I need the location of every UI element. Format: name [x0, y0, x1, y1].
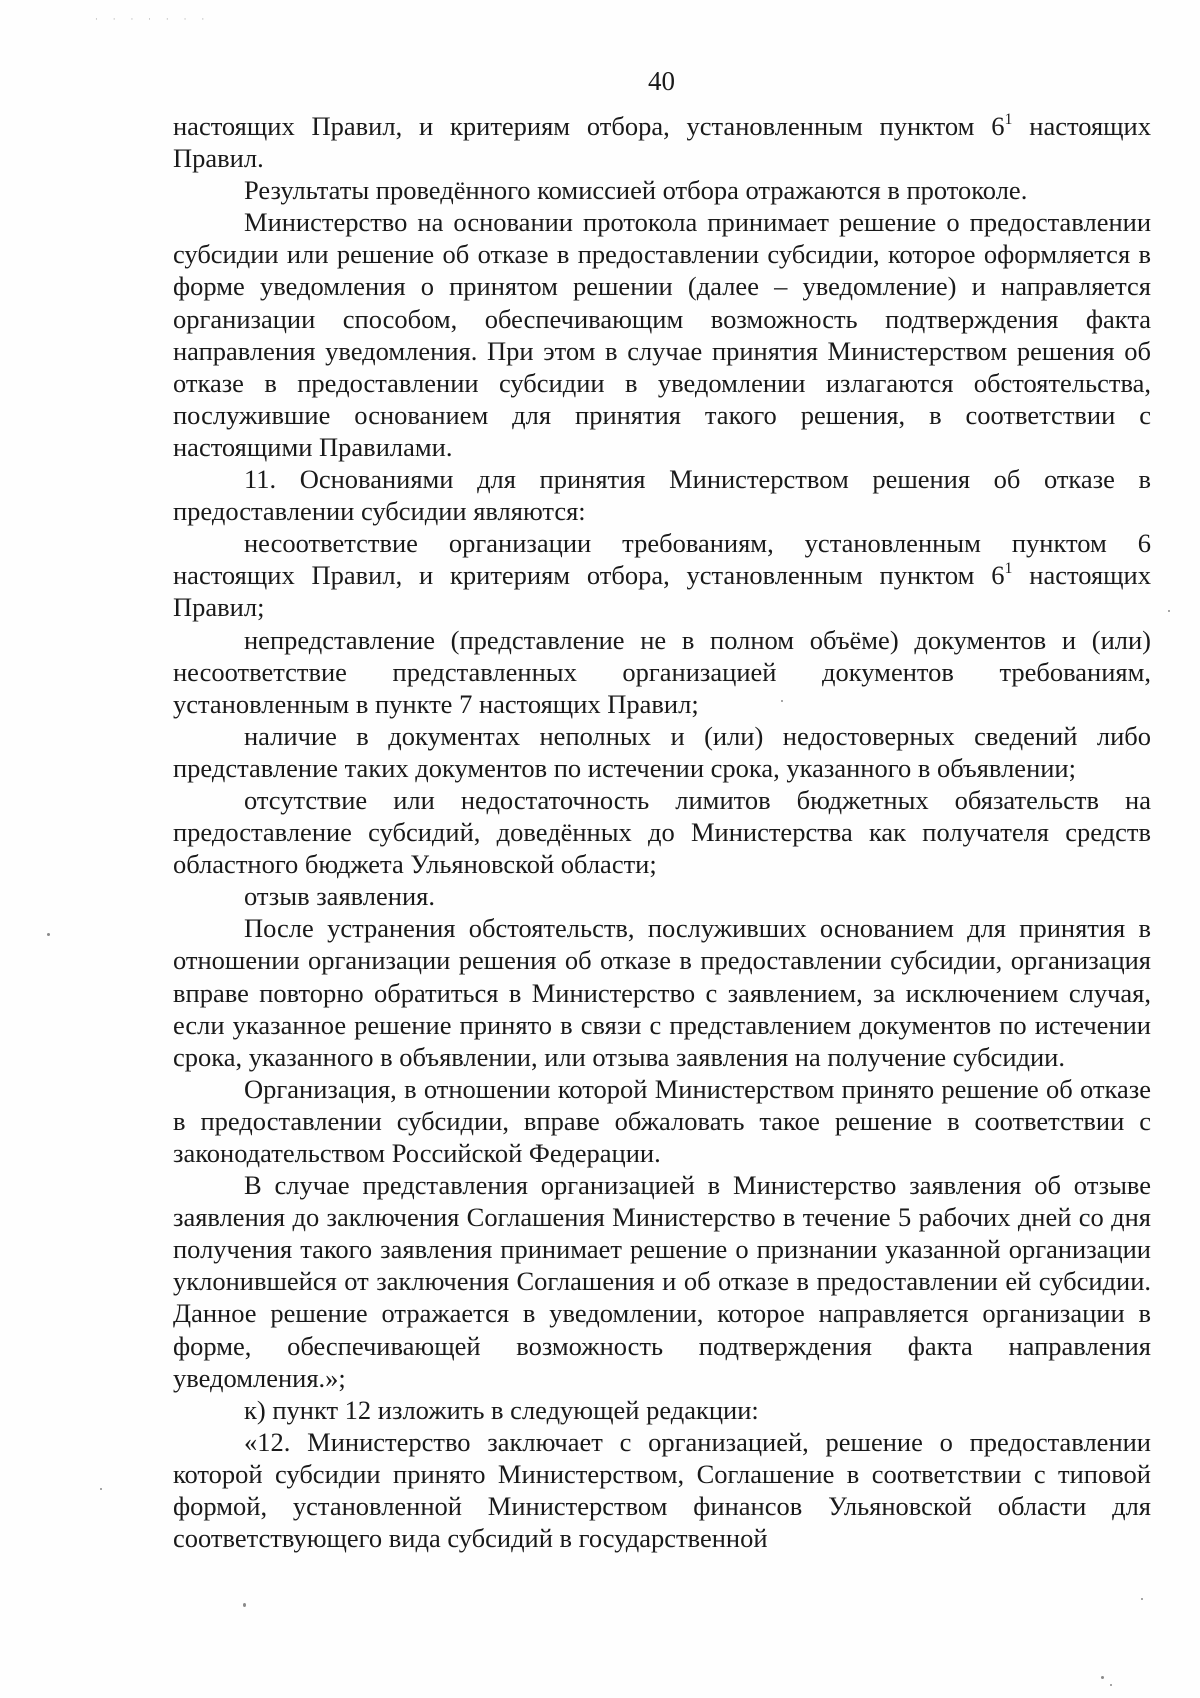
body-paragraph — [173, 174, 1151, 206]
scan-artifact-marks: · · · · · · · — [95, 15, 211, 25]
body-paragraph — [173, 784, 1151, 880]
body-paragraph — [173, 720, 1151, 784]
paragraph-text: непредставление (представление не в полном объёме) документов и (или) несоответствие представленных организацией документов требованиям, установленным в пункте 7 настоящих Правил; — [173, 624, 1151, 719]
paragraph-text: Министерство на основании протокола принимает решение о предоставлении субсидии или решение об отказе в предоставлении субсидии, которое оформляется в форме уведомления о принятом решении (далее – уведомление) и направляется организации способом, обеспечивающим возможность подтверждения факта направления уведомления. При этом в случае принятия Министерством решения об отказе в предоставлении субсидии в уведомлении излагаются обстоятельства, послужившие основанием для принятия такого решения, в соответствии с настоящими Правилами. — [173, 207, 1151, 462]
body-paragraph — [173, 1169, 1151, 1394]
paragraph-text: настоящих Правил. — [173, 111, 1151, 174]
paragraph-text: настоящих Правил, и критериям отбора, установленным пунктом 6 — [173, 111, 1005, 141]
superscript-index: 1 — [1004, 111, 1013, 128]
paragraph-text: наличие в документах неполных и (или) недостоверных сведений либо представление таких документов по истечении срока, указанного в объявлении; — [173, 720, 1151, 783]
paragraph-text: 11. Основаниями для принятия Министерством решения об отказе в предоставлении субсидии являются: — [173, 464, 1151, 527]
scan-speck — [1101, 1676, 1104, 1679]
scan-speck — [1168, 610, 1170, 612]
body-paragraph — [173, 1426, 1151, 1554]
paragraph-text: отсутствие или недостаточность лимитов бюджетных обязательств на предоставление субсидий, доведённых до Министерства как получателя средств областного бюджета Ульяновской области; — [173, 784, 1151, 880]
scan-speck — [781, 700, 783, 702]
body-paragraph — [173, 527, 1151, 623]
superscript-index: 1 — [1004, 560, 1013, 578]
paragraph-text: «12. Министерство заключает с организацией, решение о предоставлении которой субсидии принято Министерством, Соглашение в соответствии с типовой формой, установленной Министерством финансов Ульяновской области для соответствующего вида субсидий в государственной — [173, 1426, 1151, 1554]
scan-speck — [1141, 1598, 1143, 1600]
scan-speck — [47, 933, 50, 936]
scan-speck — [1110, 1684, 1112, 1686]
body-paragraph — [173, 206, 1151, 463]
page-number: 40 — [648, 66, 675, 96]
document-body — [173, 110, 1151, 1554]
body-paragraph — [173, 1394, 1151, 1426]
body-paragraph — [173, 912, 1151, 1072]
paragraph-text: Организация, в отношении которой Министерством принято решение об отказе в предоставлении субсидии, вправе обжаловать такое решение в соответствии с законодательством Российской Федерации. — [173, 1073, 1151, 1168]
body-paragraph — [173, 110, 1151, 174]
body-paragraph — [173, 1073, 1151, 1169]
paragraph-text: В случае представления организацией в Министерство заявления об отзыве заявления до заключения Соглашения Министерство в течение 5 рабочих дней со дня получения такого заявления принимает решение о признании указанной организации уклонившейся от заключения Соглашения и об отказе в предоставлении ей субсидии. Данное решение отражается в уведомлении, которое направляется организации в форме, обеспечивающей возможность подтверждения факта направления уведомления.»; — [173, 1170, 1151, 1393]
body-paragraph — [173, 624, 1151, 720]
paragraph-text: к) пункт 12 изложить в следующей редакции: — [244, 1394, 759, 1425]
scan-speck — [100, 1488, 102, 1490]
body-paragraph — [173, 463, 1151, 527]
paragraph-text: отзыв заявления. — [244, 881, 435, 912]
paragraph-text: несоответствие организации требованиям, установленным пунктом 6 настоящих Правил, и критериям отбора, установленным пунктом 6 — [173, 528, 1151, 591]
paragraph-text: Результаты проведённого комиссией отбора отражаются в протоколе. — [244, 175, 1028, 206]
paragraph-text: После устранения обстоятельств, послуживших основанием для принятия в отношении организации решения об отказе в предоставлении субсидии, организация вправе повторно обратиться в Министерство с заявлением, за исключением случая, если указанное решение принято в связи с представлением документов по истечении срока, указанного в объявлении, или отзыва заявления на получение субсидии. — [173, 913, 1151, 1072]
body-paragraph — [173, 880, 1151, 912]
paragraph-text: настоящих Правил; — [173, 560, 1151, 623]
scan-speck — [243, 1603, 246, 1607]
